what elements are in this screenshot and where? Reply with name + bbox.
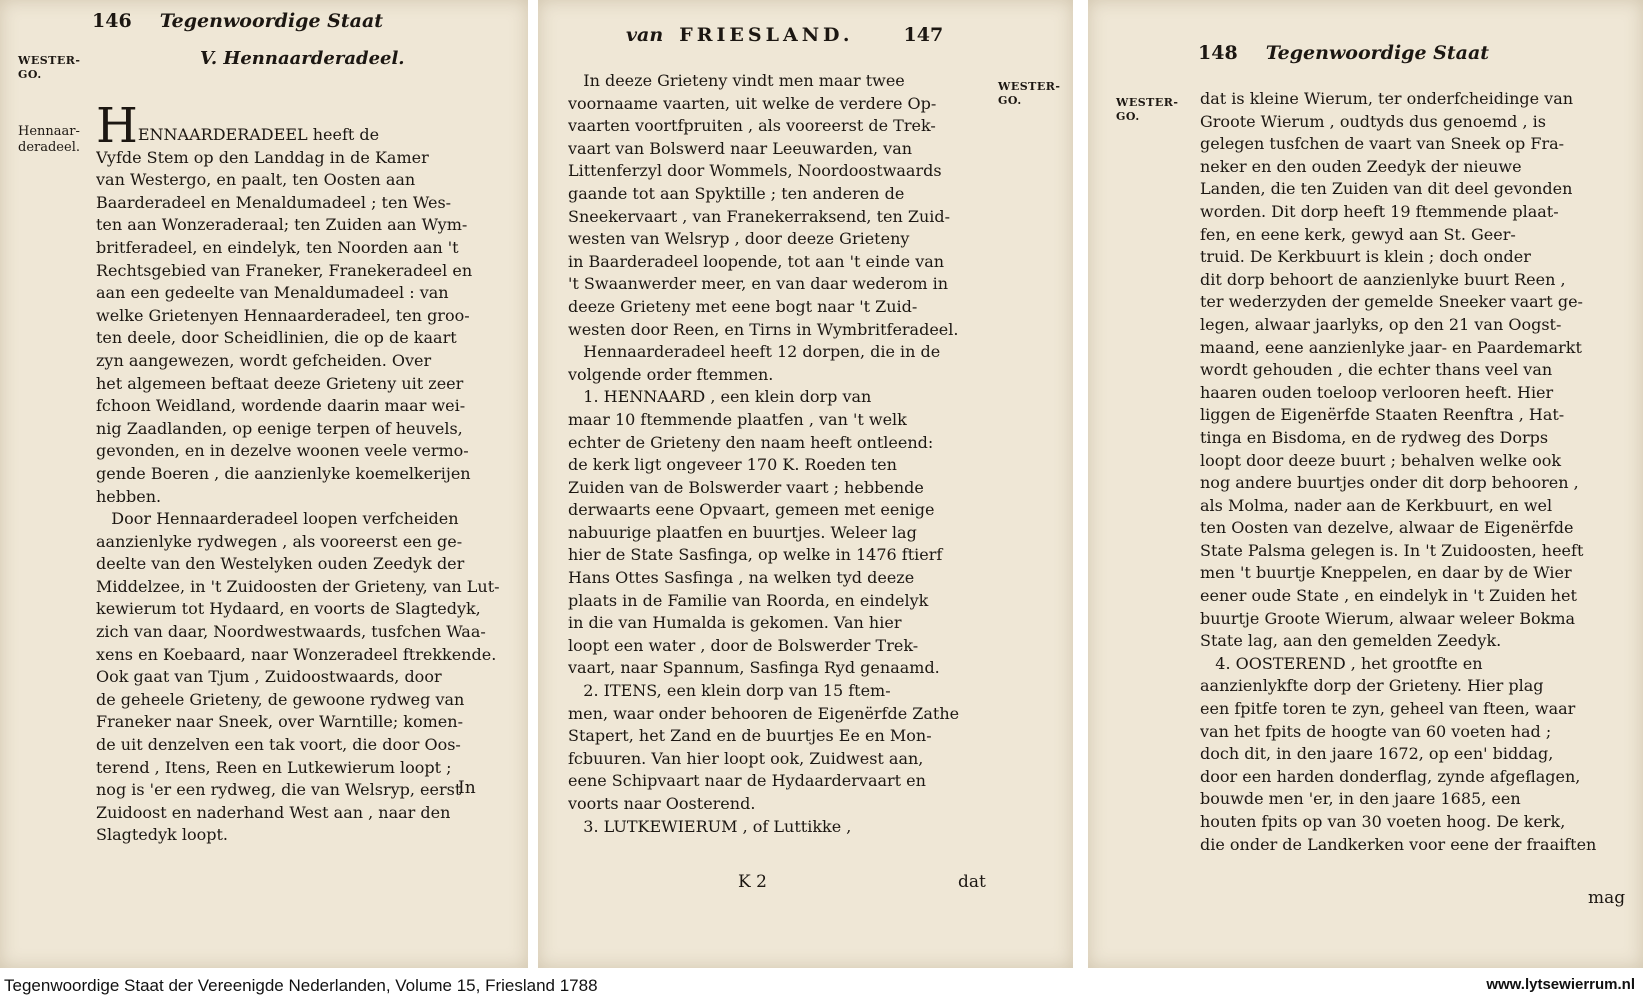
text-line: maand, eene aanzienlyke jaar- en Paardemarkt (1200, 337, 1582, 357)
text-line: de uit denzelven een tak voort, die door Oos- (96, 735, 461, 755)
text-line: in die van Humalda is gekomen. Van hier (568, 613, 902, 633)
text-line: westen door Reen, en Tirns in Wymbritferadeel. (568, 319, 959, 339)
text-line: vaart van Bolswerd naar Leeuwarden, van (568, 138, 913, 158)
text-line: door een harden donderflag, zynde afgeflagen, (1200, 766, 1581, 786)
page-text (568, 70, 993, 838)
text-line: aanzienlyke rydwegen , als vooreerst een ge- (96, 531, 463, 551)
text-line: maar 10 ftemmende plaatfen , van 't welk (568, 409, 907, 429)
page-header (92, 10, 383, 32)
margin-note-westergo: WESTER- GO. (998, 80, 1061, 107)
text-line: haaren ouden toeloop verlooren heeft. Hier (1200, 382, 1554, 402)
text-line: neker en den ouden Zeedyk der nieuwe (1200, 156, 1522, 176)
text-line: eene Schipvaart naar de Hydaardervaart en (568, 771, 926, 791)
text-line: dit dorp behoort de aanzienlyke buurt Reen , (1200, 269, 1566, 289)
text-line: westen van Welsryp , door deeze Grieteny (568, 229, 910, 249)
website-link[interactable]: www.lytsewierrum.nl (1486, 976, 1635, 993)
text-line: vaarten voortfpruiten , als vooreerst de Trek- (568, 116, 936, 136)
catchword: dat (958, 872, 986, 892)
text-line: ten Oosten van dezelve, alwaar de Eigenërfde (1200, 518, 1574, 538)
text-line: van het fpits de hoogte van 60 voeten had ; (1200, 721, 1552, 741)
text-line: Middelzee, in 't Zuidoosten der Grieteny, van Lut- (96, 576, 500, 596)
text-line: terend , Itens, Reen en Lutkewierum loopt ; (96, 757, 452, 777)
text-line: gevonden, en in dezelve woonen veele vermo- (96, 441, 469, 461)
text-line: Zuiden van de Bolswerder vaart ; hebbende (568, 477, 924, 497)
text-line: State Palsma gelegen is. In 't Zuidoosten, heeft (1200, 540, 1584, 560)
running-head: FRIESLAND. (679, 24, 854, 46)
section-title: V. Hennaarderadeel. (200, 48, 405, 69)
text-line: legen, alwaar jaarlyks, op den 21 van Oogst- (1200, 314, 1562, 334)
margin-note-westergo: WESTER- GO. (1116, 96, 1179, 123)
text-line: die onder de Landkerken voor eene der fraaiften (1200, 834, 1597, 854)
book-page-147 (538, 0, 1073, 968)
text-line: 't Swaanwerder meer, en van daar wederom in (568, 274, 949, 294)
margin-note-westergo: WESTER- GO. (18, 54, 81, 81)
text-line: deelte van den Westelyken ouden Zeedyk der (96, 554, 465, 574)
text-line: 2. ITENS, een klein dorp van 15 ftem- (568, 681, 891, 701)
text-line: Zuidoost en naderhand West aan , naar den (96, 802, 451, 822)
text-line: loopt een water , door de Bolswerder Trek- (568, 635, 919, 655)
text-line: volgende order ftemmen. (568, 364, 774, 384)
text-line: aan een gedeelte van Menaldumadeel : van (96, 283, 449, 303)
text-line: zyn aangewezen, wordt gefcheiden. Over (96, 350, 432, 370)
text-line: dat is kleine Wierum, ter onderfcheidinge van (1200, 89, 1574, 108)
text-line: Groote Wierum , oudtyds dus genoemd , is (1200, 111, 1546, 131)
text-line: gaande tot aan Spyktille ; ten anderen de (568, 183, 905, 203)
text-line: echter de Grieteny den naam heeft ontleend: (568, 432, 934, 452)
text-line: 4. OOSTEREND , het grootfte en (1200, 653, 1483, 673)
text-line: britferadeel, en eindelyk, ten Noorden aan 't (96, 237, 459, 257)
catchword: In (458, 778, 476, 798)
text-line: buurtje Groote Wierum, alwaar weleer Bokma (1200, 608, 1576, 628)
text-line: Stapert, het Zand en de buurtjes Ee en Mon- (568, 726, 932, 746)
text-line: een fpitfe toren te zyn, geheel van fteen, waar (1200, 699, 1576, 719)
text-line: Landen, die ten Zuiden van dit deel gevonden (1200, 179, 1573, 199)
text-line: Sneekervaart , van Franekerraksend, ten Zuid- (568, 206, 951, 226)
text-line: In deeze Grieteny vindt men maar twee (568, 71, 905, 90)
text-line: worden. Dit dorp heeft 19 ftemmende plaat- (1200, 201, 1559, 221)
text-line: truid. De Kerkbuurt is klein ; doch onder (1200, 247, 1531, 267)
text-line: gelegen tusfchen de vaart van Sneek op Fra- (1200, 134, 1565, 154)
text-line: 1. HENNAARD , een klein dorp van (568, 387, 872, 407)
text-line: voornaame vaarten, uit welke de verdere Op- (568, 93, 937, 113)
text-line: Rechtsgebied van Franeker, Franekeradeel en (96, 260, 473, 280)
text-line: fchoon Weidland, wordende daarin maar wei- (96, 396, 466, 416)
page-header (626, 24, 965, 46)
text-line: Hans Ottes Sasfinga , na welken tyd deeze (568, 568, 915, 588)
text-line (96, 106, 506, 147)
text-line: liggen de Eigenërfde Staaten Reenftra , Hat- (1200, 405, 1565, 425)
text-line: State lag, aan den gemelden Zeedyk. (1200, 631, 1502, 651)
text-line: welke Grietenyen Hennaarderadeel, ten groo- (96, 305, 470, 325)
drop-cap: H (96, 106, 138, 147)
page-text (1200, 88, 1630, 856)
text-line: hebben. (96, 486, 162, 506)
margin-note-hennaarderadeel: Hennaar- deradeel. (18, 124, 80, 155)
text-line: de kerk ligt ongeveer 170 K. Roeden ten (568, 455, 897, 475)
text-line: houten fpits op van 30 voeten hoog. De kerk, (1200, 812, 1566, 831)
text-line: Hennaarderadeel heeft 12 dorpen, die in de (568, 342, 941, 362)
text-line: aanzienlykfte dorp der Grieteny. Hier plag (1200, 676, 1544, 696)
text-line: fcbuuren. Van hier loopt ook, Zuidwest aan, (568, 748, 924, 768)
text-line: de geheele Grieteny, de gewoone rydweg van (96, 689, 465, 709)
text-line: bouwde men 'er, in den jaare 1685, een (1200, 789, 1521, 809)
text-line: het algemeen beftaat deeze Grieteny uit zeer (96, 373, 464, 393)
text-line-content: ENNAARDERADEEL heeft de (137, 125, 380, 144)
book-page-146 (0, 0, 528, 968)
text-line: loopt door deeze buurt ; behalven welke ook (1200, 450, 1562, 470)
page-number: 147 (903, 24, 944, 46)
page-number: 148 (1198, 42, 1238, 64)
text-line: xens en Koebaard, naar Wonzeradeel ftrekkende. (96, 644, 497, 664)
text-line: zich van daar, Noordwestwaards, tusfchen Waa- (96, 622, 486, 642)
text-line: Littenferzyl door Wommels, Noordoostwaards (568, 161, 942, 181)
text-line: ten deele, door Scheidlinien, die op de kaart (96, 328, 457, 348)
text-line: in Baarderadeel loopende, tot aan 't einde van (568, 251, 945, 271)
text-line: 3. LUTKEWIERUM , of Luttikke , (568, 816, 852, 836)
running-head-prefix: van (626, 24, 664, 46)
text-line: deeze Grieteny met eene bogt naar 't Zuid- (568, 296, 918, 316)
text-line: voorts naar Oosterend. (568, 794, 756, 813)
text-line: derwaarts eene Opvaart, gemeen met eenige (568, 500, 935, 520)
text-line: hier de State Sasfinga, op welke in 1476 ftierf (568, 545, 943, 565)
text-line: kewierum tot Hydaard, en voorts de Slagtedyk, (96, 599, 481, 619)
text-line: nig Zaadlanden, op eenige terpen of heuvels, (96, 418, 463, 438)
text-line: als Molma, nader aan de Kerkbuurt, en wel (1200, 495, 1553, 515)
catchword: mag (1588, 888, 1626, 908)
text-line: Slagtedyk loopt. (96, 825, 228, 845)
text-line: nabuurige plaatfen en buurtjes. Weleer lag (568, 522, 917, 542)
text-line: vaart, naar Spannum, Sasfinga Ryd genaamd. (568, 658, 940, 678)
image-caption: Tegenwoordige Staat der Vereenigde Nederlanden, Volume 15, Friesland 1788 (4, 976, 598, 995)
text-line: nog andere buurtjes onder dit dorp behooren , (1200, 473, 1579, 493)
text-line: eener oude State , en eindelyk in 't Zuiden het (1200, 586, 1577, 606)
text-line: men 't buurtje Kneppelen, en daar by de Wier (1200, 563, 1572, 583)
page-number: 146 (92, 10, 132, 32)
text-line: Vyfde Stem op den Landdag in de Kamer (96, 147, 429, 167)
text-line: wordt gehouden , die echter thans veel van (1200, 360, 1553, 380)
running-head: Tegenwoordige Staat (159, 10, 384, 32)
text-line: Baarderadeel en Menaldumadeel ; ten Wes- (96, 192, 452, 212)
text-line: Door Hennaarderadeel loopen verfcheiden (96, 509, 459, 529)
text-line: plaats in de Familie van Roorda, en eindelyk (568, 590, 929, 610)
signature-mark: K 2 (738, 872, 767, 892)
text-line: doch dit, in den jaare 1672, op een' biddag, (1200, 744, 1554, 764)
text-line: tinga en Bisdoma, en de rydweg des Dorps (1200, 427, 1549, 447)
page-header (1198, 42, 1489, 64)
text-line: ten aan Wonzeraderaal; ten Zuiden aan Wym- (96, 215, 468, 235)
text-line: van Westergo, en paalt, ten Oosten aan (96, 170, 416, 190)
text-line: men, waar onder behooren de Eigenërfde Zathe (568, 703, 960, 723)
text-line: nog is 'er een rydweg, die van Welsryp, eerst (96, 780, 462, 800)
book-page-148 (1088, 0, 1643, 968)
text-line: Ook gaat van Tjum , Zuidoostwaards, door (96, 667, 442, 687)
text-line: fen, en eene kerk, gewyd aan St. Geer- (1200, 224, 1516, 244)
text-line: gende Boeren , die aanzienlyke koemelkerijen (96, 463, 471, 483)
page-text (96, 106, 506, 847)
running-head: Tegenwoordige Staat (1265, 42, 1490, 64)
text-line: Franeker naar Sneek, over Warntille; komen- (96, 712, 463, 732)
text-line: ter wederzyden der gemelde Sneeker vaart ge- (1200, 292, 1583, 312)
